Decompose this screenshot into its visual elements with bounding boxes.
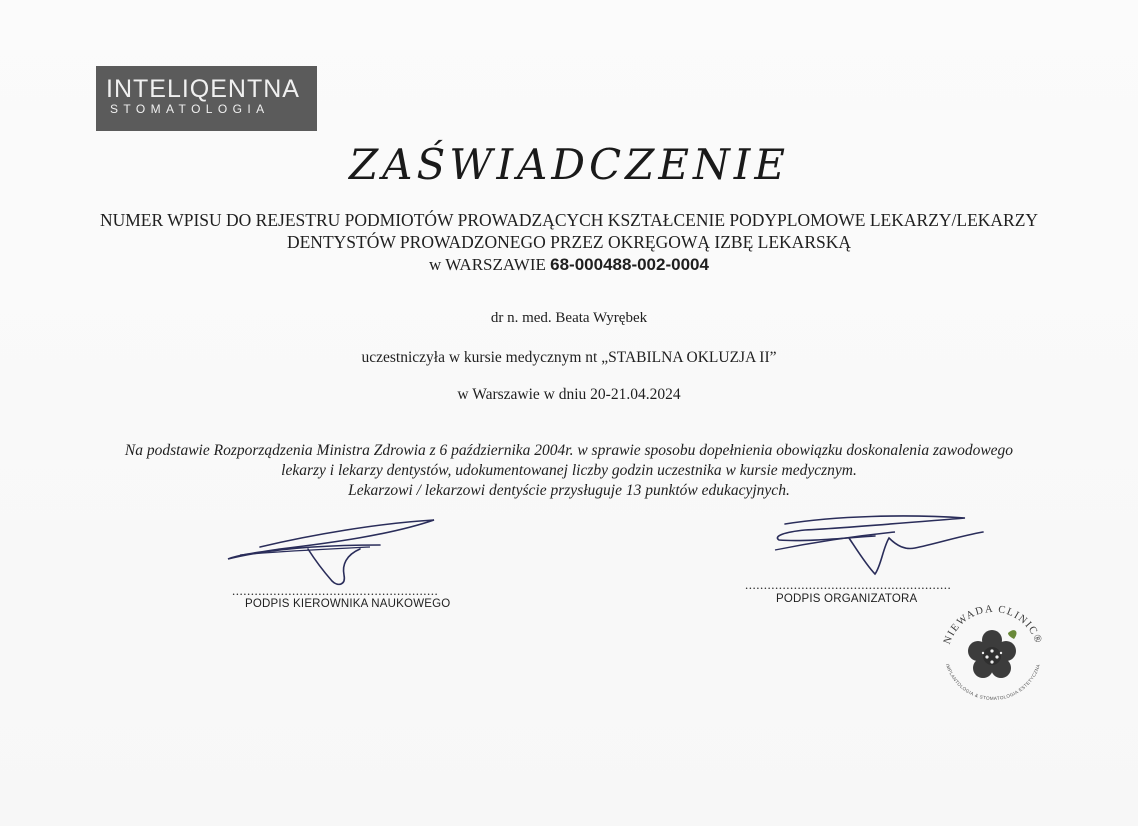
certificate-title: ZAŚWIADCZENIE <box>348 140 790 189</box>
registry-line-2: DENTYSTÓW PROWADZONEGO PRZEZ OKRĘGOWĄ IZBĘ LEKARSKĄ <box>286 232 852 252</box>
participant-name: dr n. med. Beata Wyrębek <box>490 310 648 326</box>
signature-right-label: PODPIS ORGANIZATORA <box>776 593 918 605</box>
registry-number: 68-000488-002-0004 <box>550 255 709 274</box>
legal-line-1: Na podstawie Rozporządzenia Ministra Zdrowia z 6 października 2004r. w sprawie sposobu dopełnienia obowiązku doskonalenia zawodowego <box>124 442 1014 459</box>
clinic-stamp <box>934 595 1052 713</box>
legal-line-2: lekarzy i lekarzy dentystów, udokumentowanej liczby godzin uczestnika w kursie medycznym. <box>281 462 857 479</box>
stamp-top-text: NIEWADA CLINIC® <box>942 603 1045 646</box>
logo-sub-text: STOMATOLOGIA <box>110 102 270 116</box>
course-line: uczestniczyła w kursie medycznym nt „STABILNA OKLUZJA II” <box>361 349 777 366</box>
registry-line-3 <box>0 255 1138 275</box>
signature-left <box>220 515 450 590</box>
place-date-line: w Warszawie w dniu 20-21.04.2024 <box>457 386 681 403</box>
signature-left-label: PODPIS KIEROWNIKA NAUKOWEGO <box>245 598 451 610</box>
legal-basis <box>50 441 1088 501</box>
registry-city: w WARSZAWIE <box>429 255 546 274</box>
signature-right-line: ....................................................... <box>745 577 952 592</box>
stamp-bottom-text: IMPLANTOLOGIA & STOMATOLOGIA ESTETYCZNA <box>944 663 1042 702</box>
registry-line-1: NUMER WPISU DO REJESTRU PODMIOTÓW PROWADZĄCYCH KSZTAŁCENIE PODYPLOMOWE LEKARZY/LEKARZY <box>99 210 1039 230</box>
logo-main-text: INTELIQENTNA <box>106 75 300 103</box>
flower-icon <box>968 630 1016 678</box>
signature-left-line: ....................................................... <box>232 583 439 598</box>
logo <box>96 66 317 131</box>
legal-line-3: Lekarzowi / lekarzowi dentyście przysługuje 13 punktów edukacyjnych. <box>348 482 790 499</box>
